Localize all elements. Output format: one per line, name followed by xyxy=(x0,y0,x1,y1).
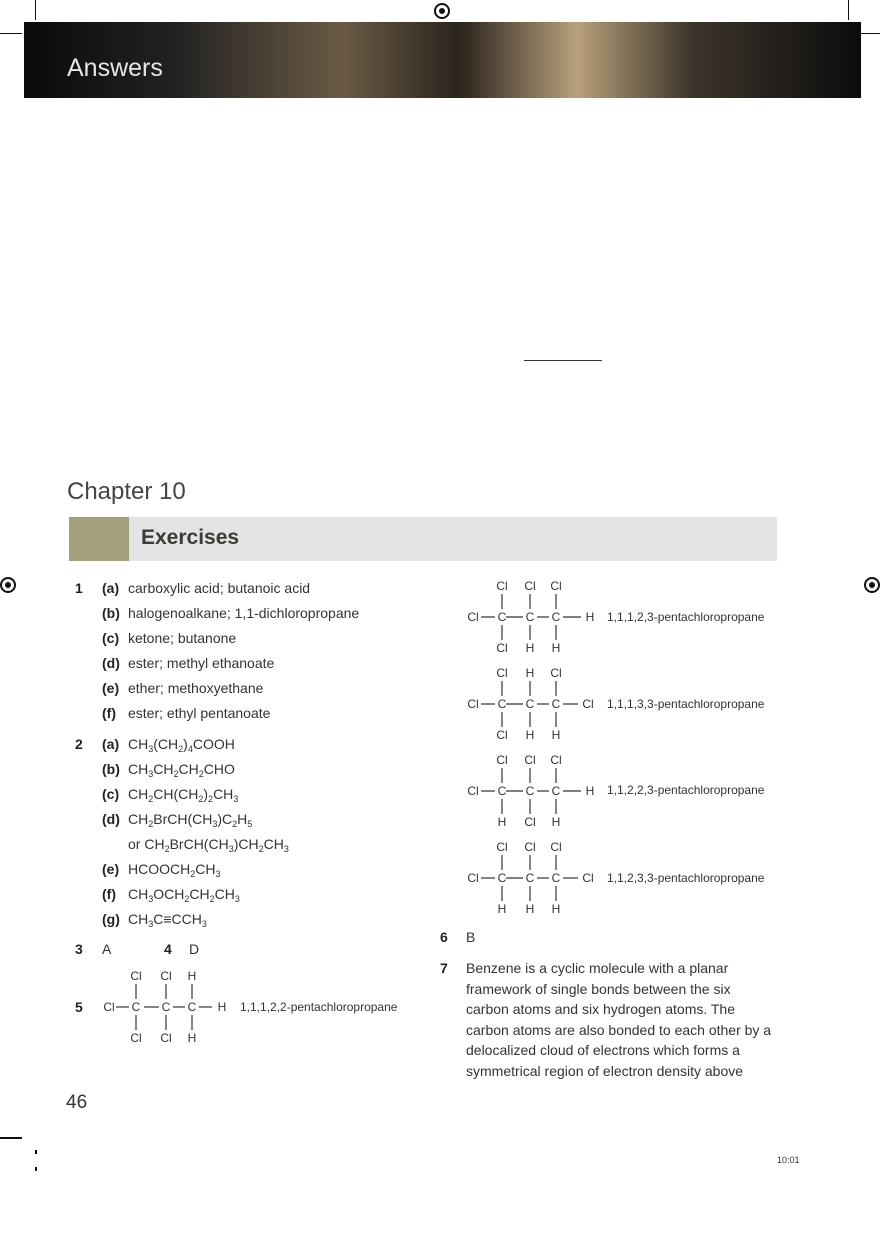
q2-formula-c: $CH_2CH(CH_2)_2CH_3$ xyxy=(128,786,239,804)
q2-label: (d) xyxy=(102,811,120,827)
atom-label: H xyxy=(187,1031,197,1045)
crop-mark xyxy=(848,0,849,20)
atom-label: C xyxy=(525,871,535,885)
atom-label: Cl xyxy=(582,697,594,711)
q2-formula-e: $HCOOCH_2CH_3$ xyxy=(128,861,221,879)
atom-label: Cl xyxy=(496,728,508,742)
atom-label: C xyxy=(551,871,561,885)
header-title: Answers xyxy=(67,54,163,82)
atom-label: H xyxy=(525,641,535,655)
compound-name: 1,1,1,2,2-pentachloropropane xyxy=(240,1000,398,1014)
q2-label: (e) xyxy=(102,861,120,877)
atom-label: C xyxy=(525,610,535,624)
q1-answer: carboxylic acid; butanoic acid xyxy=(128,580,311,596)
atom-label: Cl xyxy=(550,579,562,593)
atom-label: H xyxy=(585,610,595,624)
page-number: 46 xyxy=(66,1092,88,1113)
q3-answer: A xyxy=(102,941,112,957)
compound-name: 1,1,1,3,3-pentachloropropane xyxy=(607,697,765,711)
q2-formula-d: $CH_2BrCH(CH_3)C_2H_5$ xyxy=(128,811,253,829)
q1-label: (b) xyxy=(102,605,120,621)
atom-label: Cl xyxy=(467,784,479,798)
crop-mark xyxy=(0,1137,22,1139)
question-number: 6 xyxy=(440,929,448,945)
atom-label: H xyxy=(551,641,561,655)
atom-label: H xyxy=(551,815,561,829)
question-number: 3 xyxy=(75,941,83,957)
atom-label: H xyxy=(187,969,197,983)
q2-label: (c) xyxy=(102,786,120,802)
crop-mark xyxy=(0,33,22,34)
chapter-title: Chapter 10 xyxy=(67,478,186,505)
atom-label: Cl xyxy=(524,753,536,767)
atom-label: H xyxy=(525,728,535,742)
q1-answer: ketone; butanone xyxy=(128,630,237,646)
atom-label: Cl xyxy=(160,1031,172,1045)
atom-label: H xyxy=(525,666,535,680)
atom-label: Cl xyxy=(496,840,508,854)
registration-mark-icon xyxy=(864,577,880,593)
atom-label: C xyxy=(525,784,535,798)
q2-formula-b: $CH_3CH_2CH_2CHO$ xyxy=(128,761,235,779)
structural-formula-4 xyxy=(464,839,599,917)
structural-formula-2 xyxy=(464,665,599,743)
atom-label: C xyxy=(497,697,507,711)
q4-answer: D xyxy=(189,941,200,957)
atom-label: Cl xyxy=(524,815,536,829)
q2-formula-a: $CH_3(CH_2)_4COOH$ xyxy=(128,736,235,754)
atom-label: C xyxy=(187,1000,197,1014)
q1-label: (e) xyxy=(102,680,120,696)
exercises-marker xyxy=(69,517,129,561)
atom-label: Cl xyxy=(496,666,508,680)
q1-label: (c) xyxy=(102,630,120,646)
atom-label: C xyxy=(551,697,561,711)
q1-label: (f) xyxy=(102,705,116,721)
atom-label: C xyxy=(525,697,535,711)
exercises-bar xyxy=(69,517,777,561)
q2-label: (g) xyxy=(102,911,120,927)
atom-label: Cl xyxy=(467,610,479,624)
q1-answer: halogenoalkane; 1,1-dichloropropane xyxy=(128,605,360,621)
atom-label: C xyxy=(551,610,561,624)
q2-label: (b) xyxy=(102,761,120,777)
crop-mark xyxy=(35,0,36,20)
atom-label: Cl xyxy=(496,753,508,767)
atom-label: Cl xyxy=(550,840,562,854)
atom-label: Cl xyxy=(582,871,594,885)
question-number: 7 xyxy=(440,960,448,976)
q2-formula-g: $CH_3C\equiv CCH_3$ xyxy=(128,911,207,929)
registration-mark-icon xyxy=(434,3,450,19)
atom-label: Cl xyxy=(524,840,536,854)
crop-mark xyxy=(858,33,880,34)
atom-label: Cl xyxy=(130,1031,142,1045)
q2-label: (f) xyxy=(102,886,116,902)
atom-label: Cl xyxy=(524,579,536,593)
atom-label: Cl xyxy=(550,753,562,767)
atom-label: H xyxy=(525,902,535,916)
q1-answer: ether; methoxyethane xyxy=(128,680,264,696)
registration-mark-icon xyxy=(0,577,16,593)
atom-label: C xyxy=(497,871,507,885)
atom-label: H xyxy=(551,902,561,916)
exercises-heading: Exercises xyxy=(141,526,240,549)
atom-label: Cl xyxy=(130,969,142,983)
atom-label: Cl xyxy=(467,697,479,711)
q1-answer: ester; methyl ethanoate xyxy=(128,655,275,671)
question-number: 1 xyxy=(75,580,83,596)
compound-name: 1,1,2,3,3-pentachloropropane xyxy=(607,871,765,885)
question-number: 2 xyxy=(75,736,83,752)
atom-label: H xyxy=(217,1000,227,1014)
atom-label: Cl xyxy=(550,666,562,680)
q7-answer: Benzene is a cyclic molecule with a planar framework of single bonds between the six carbon atoms and six hydrogen atoms. The carbon atoms are also bonded to each other by a delocalized cloud of electrons which forms a symmetrical region of electron density above xyxy=(466,960,772,1079)
q2-formula-f: $CH_3OCH_2CH_2CH_3$ xyxy=(128,886,240,904)
compound-name: 1,1,2,2,3-pentachloropropane xyxy=(607,783,765,797)
atom-label: C xyxy=(131,1000,141,1014)
q1-label: (d) xyxy=(102,655,120,671)
question-number: 5 xyxy=(75,999,83,1015)
q1-label: (a) xyxy=(102,580,120,596)
structural-formula-q5 xyxy=(100,968,230,1046)
atom-label: Cl xyxy=(467,871,479,885)
atom-label: H xyxy=(585,784,595,798)
atom-label: Cl xyxy=(496,579,508,593)
atom-label: C xyxy=(551,784,561,798)
atom-label: C xyxy=(161,1000,171,1014)
structural-formula-1 xyxy=(464,578,599,656)
atom-label: C xyxy=(497,784,507,798)
rule-line xyxy=(524,360,602,361)
atom-label: Cl xyxy=(496,641,508,655)
atom-label: C xyxy=(497,610,507,624)
atom-label: H xyxy=(497,902,507,916)
structural-formula-3 xyxy=(464,752,599,830)
compound-name: 1,1,1,2,3-pentachloropropane xyxy=(607,610,765,624)
atom-label: Cl xyxy=(160,969,172,983)
q2-label: (a) xyxy=(102,736,120,752)
atom-label: H xyxy=(497,815,507,829)
question-number: 4 xyxy=(164,941,172,957)
q6-answer: B xyxy=(466,929,476,945)
crop-mark xyxy=(35,1167,37,1171)
atom-label: H xyxy=(551,728,561,742)
footer-time: 10:01 xyxy=(777,1155,800,1165)
crop-mark xyxy=(35,1150,37,1154)
atom-label: Cl xyxy=(103,1000,115,1014)
q1-answer: ester; ethyl pentanoate xyxy=(128,705,271,721)
q2-formula-d-alt: or $CH_2BrCH(CH_3)CH_2CH_3$ xyxy=(128,836,289,854)
